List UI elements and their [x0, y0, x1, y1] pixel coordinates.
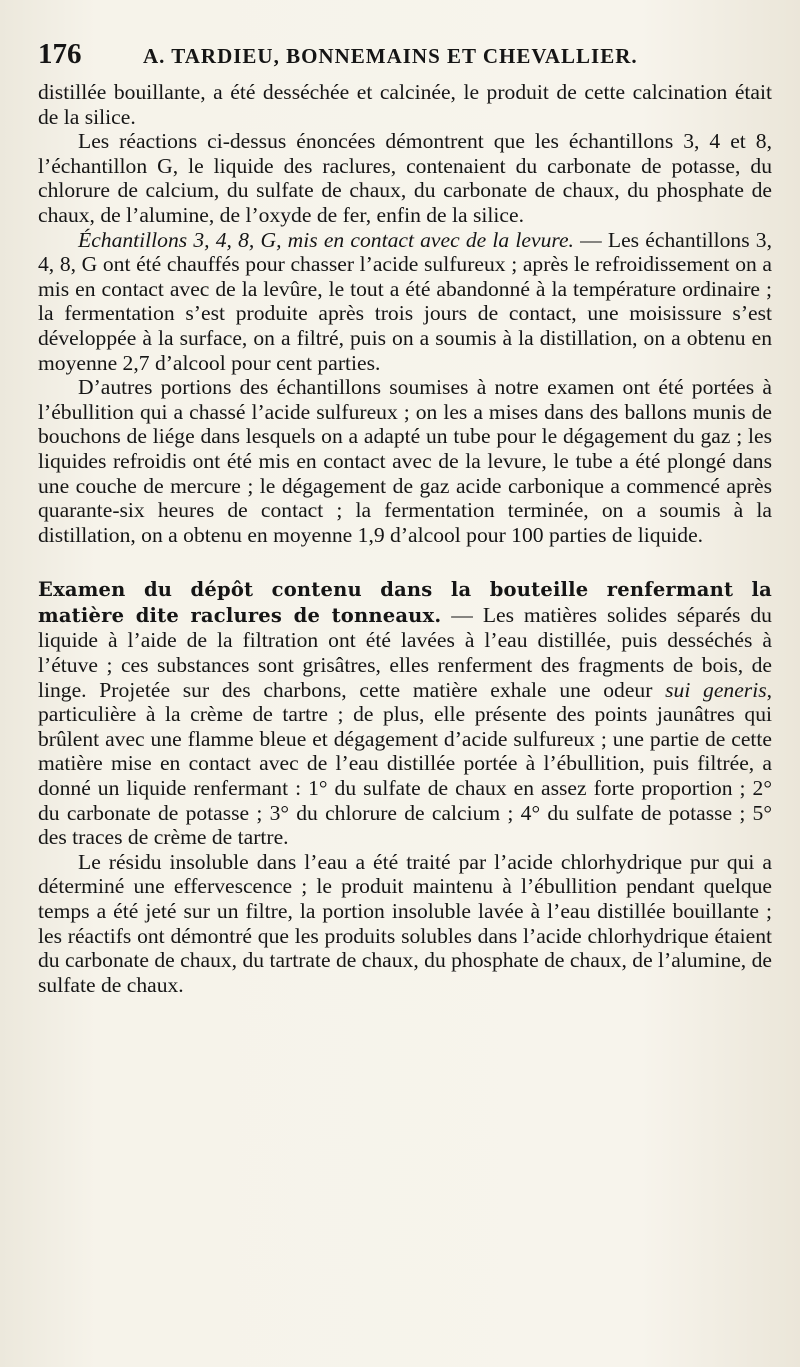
- paragraph-depot-italic: sui generis: [665, 677, 767, 702]
- paragraph-ebullition: D’autres portions des échantillons soumises à notre examen ont été portées à l’ébullition qui a chassé l’acide sulfureux ; on les a mises dans des ballons munis de bouchons de liége dans lesquels on a adapté un tube pour le dégagement du gaz ; les liquides refroidis ont été mis en contact avec de la levure, le tube a été plongé dans une couche de mercure ; le dégagement de gaz acide carbonique a commencé après quarante-six heures de contact ; la fermentation terminée, on a soumis à la distillation, on a obtenu en moyenne 1,9 d’alcool pour 100 parties de liquide.: [38, 375, 772, 547]
- paragraph-residu: Le résidu insoluble dans l’eau a été traité par l’acide chlorhydrique pur qui a déterminé une effervescence ; le produit maintenu à l’ébullition pendant quelque temps a été jeté sur un filtre, la portion insoluble lavée à l’eau distillée bouillante ; les réactifs ont démontré que les produits solubles dans l’acide chlorhydrique étaient du carbonate de chaux, du tartrate de chaux, du phosphate de chaux, de l’alumine, de sulfate de chaux.: [38, 849, 772, 997]
- paragraph-reactions: Les réactions ci-dessus énoncées démontrent que les échantillons 3, 4 et 8, l’échantillon G, le liquide des raclures, contenaient du carbonate de potasse, du chlorure de calcium, du sulfate de chaux, du carbonate de chaux, du phosphate de chaux, de l’alumine, de l’oxyde de fer, enfin de la silice.: [38, 129, 772, 227]
- paragraph-depot-body-a: — Les matières solides séparés du liquide à l’aide de la filtration ont été lavées à l’eau distillée, puis desséchés à l’étuve ; ces substances sont grisâtres, elles renferment des fragments de bois, de linge. Projetée sur des charbons, cette matière exhale une odeur: [38, 602, 772, 702]
- paragraph-levure-heading: Échantillons 3, 4, 8, G, mis en contact avec de la levure.: [78, 227, 574, 252]
- page-number: 176: [38, 38, 82, 70]
- page-header: [38, 38, 772, 80]
- running-head: A. TARDIEU, BONNEMAINS ET CHEVALLIER.: [143, 44, 638, 68]
- paragraph-levure: [38, 228, 772, 376]
- paragraph-depot-body-b: , particulière à la crème de tartre ; de plus, elle présente des points jaunâtres qui brûlent avec une flamme bleue et dégagement d’acide sulfureux ; une partie de cette matière mise en contact avec de l’eau distillée portée à l’ébullition, puis filtrée, a donné un liquide renfermant : 1° du sulfate de chaux en assez forte proportion ; 2° du carbonate de potasse ; 3° du chlorure de calcium ; 4° du sulfate de potasse ; 5° des traces de crème de tartre.: [38, 677, 773, 850]
- paragraph-levure-body: — Les échantillons 3, 4, 8, G ont été chauffés pour chasser l’acide sulfureux ; après le refroidissement on a mis en contact avec de la levûre, le tout a été abandonné à la température ordinaire ; la fermentation s’est produite après trois jours de contact, une moisissure s’est développée à la surface, on a filtré, puis on a soumis à la distillation, on a obtenu en moyenne 2,7 d’alcool pour cent parties.: [38, 227, 772, 375]
- paragraph-continuation: distillée bouillante, a été desséchée et calcinée, le produit de cette calcination était de la silice.: [38, 80, 772, 129]
- section-heading-depot: Examen du dépôt contenu dans la bouteille renfermant la matière dite raclures de tonneaux.: [38, 578, 772, 627]
- paragraph-depot: [38, 577, 772, 850]
